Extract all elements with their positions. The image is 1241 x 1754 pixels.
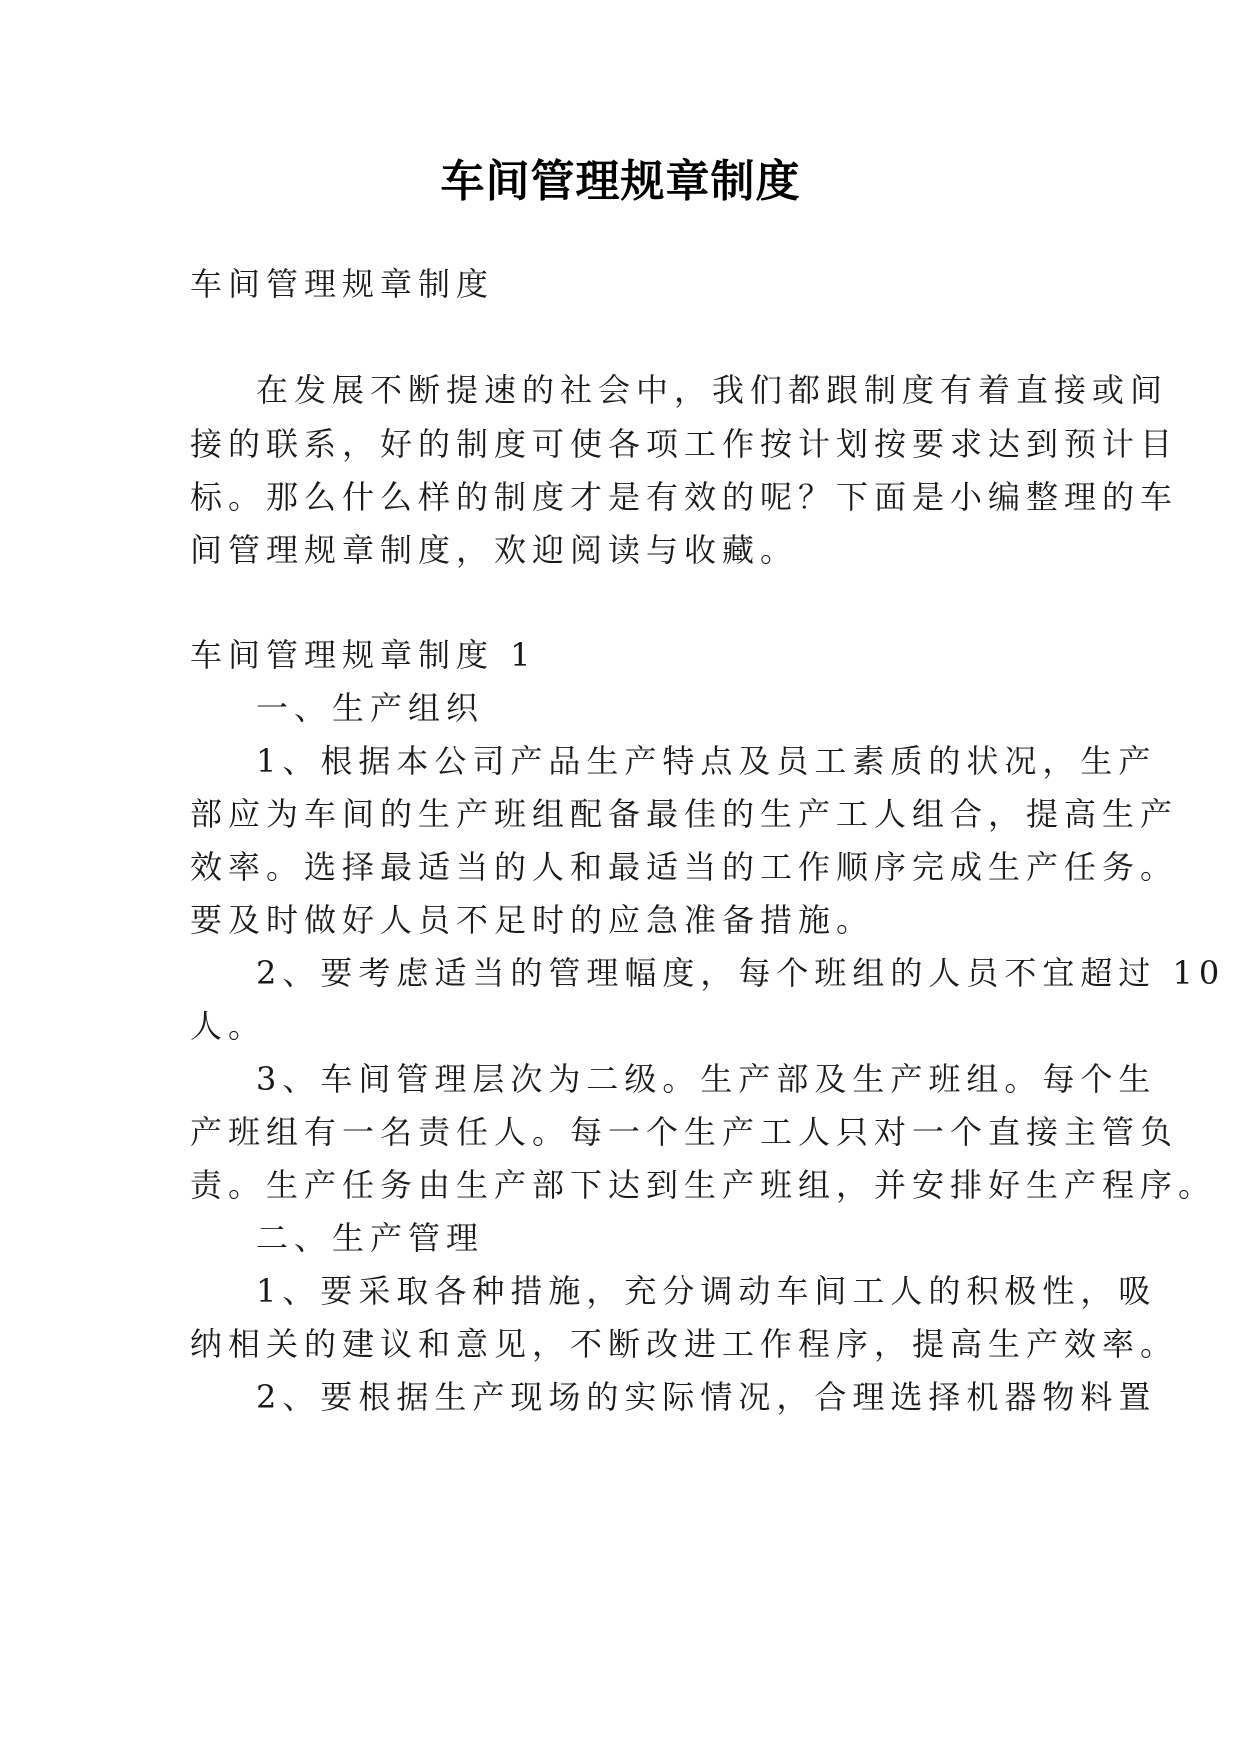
part1-item3-line-2: 产班组有一名责任人。每一个生产工人只对一个直接主管负 — [190, 1113, 1179, 1151]
part2-item1-line-1: 1、要采取各种措施，充分调动车间工人的积极性，吸 — [256, 1272, 1157, 1310]
part1-item3-line-3: 责。生产任务由生产部下达到生产班组，并安排好生产程序。 — [190, 1166, 1217, 1204]
intro-line-2: 接的联系，好的制度可使各项工作按计划按要求达到预计目 — [190, 425, 1179, 463]
part1-item1-line-4: 要及时做好人员不足时的应急准备措施。 — [190, 901, 875, 939]
part1-item2-line-1: 2、要考虑适当的管理幅度，每个班组的人员不宜超过 10 — [256, 954, 1226, 992]
part1-item1-line-2: 部应为车间的生产班组配备最佳的生产工人组合，提高生产 — [190, 795, 1179, 833]
intro-line-4: 间管理规章制度，欢迎阅读与收藏。 — [190, 531, 799, 569]
part1-item1-line-3: 效率。选择最适当的人和最适当的工作顺序完成生产任务。 — [190, 848, 1179, 886]
part1-heading: 一、生产组织 — [256, 689, 485, 727]
section-heading: 车间管理规章制度 1 — [190, 636, 537, 674]
intro-line-3: 标。那么什么样的制度才是有效的呢？下面是小编整理的车 — [190, 478, 1179, 516]
part2-item2-line-1: 2、要根据生产现场的实际情况，合理选择机器物料置 — [256, 1378, 1157, 1416]
part1-item1-line-1: 1、根据本公司产品生产特点及员工素质的状况，生产 — [256, 742, 1157, 780]
part2-heading: 二、生产管理 — [256, 1219, 485, 1257]
document-title: 车间管理规章制度 — [440, 156, 801, 207]
intro-line-1: 在发展不断提速的社会中，我们都跟制度有着直接或间 — [256, 371, 1169, 409]
document-subtitle: 车间管理规章制度 — [190, 265, 495, 303]
part1-item3-line-1: 3、车间管理层次为二级。生产部及生产班组。每个生 — [256, 1060, 1157, 1098]
part2-item1-line-2: 纳相关的建议和意见，不断改进工作程序，提高生产效率。 — [190, 1325, 1179, 1363]
part1-item2-line-2: 人。 — [190, 1007, 267, 1045]
